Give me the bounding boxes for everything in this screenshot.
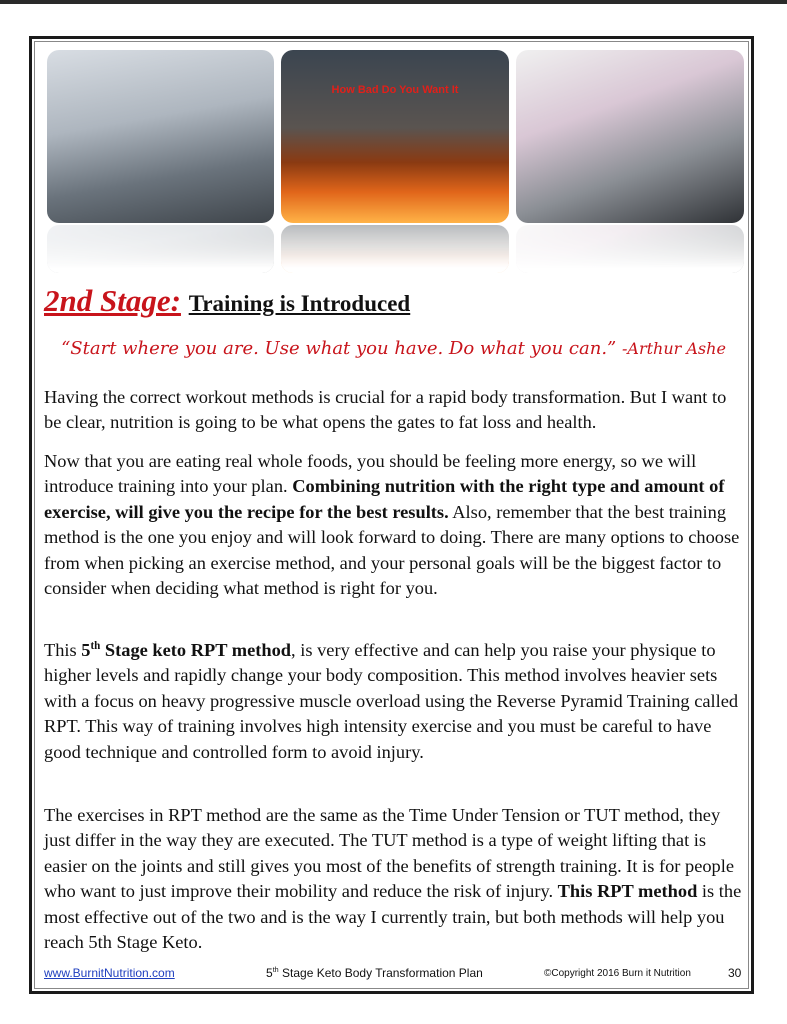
top-rule (0, 0, 787, 4)
stage-label: 2nd Stage: (44, 283, 181, 318)
deadlift-photo (47, 50, 274, 223)
quote-author: -Arthur Ashe (621, 339, 726, 358)
text-run: The exercises in RPT method are the same as the Time Under Tension or TUT method, they just differ in the way they are executed. The TUT method is a type of weight lifting that is easier on the joints and still gives you most of the benefits of strength training. It is for people who want to just improve their mobility and reduce the risk of injury. (44, 805, 735, 902)
text-run: Also, remember that the best training method is the one you enjoy and will look forward to doing. There are many options to choose from when picking an exercise method, and your personal goals will be the biggest factor to consider when deciding what method is right for you. (44, 501, 740, 599)
spin-class-photo (516, 50, 744, 223)
section-heading (44, 283, 410, 319)
paragraph-4 (44, 803, 744, 955)
photo-caption: How Bad Do You Want It (331, 84, 459, 96)
bold-text-run (81, 640, 291, 660)
plan-name: Stage Keto Body Transformation Plan (278, 966, 483, 980)
stage-number: 5 (81, 640, 91, 660)
text-run: This (44, 640, 82, 660)
quote (0, 338, 787, 359)
photo-reflection (516, 225, 744, 273)
method-name: Stage keto RPT method (100, 640, 292, 660)
paragraph-1: Having the correct workout methods is crucial for a rapid body transformation. But I want to be clear, nutrition is going to be what opens the gates to fat loss and health. (44, 387, 727, 433)
footer-plan-title (266, 966, 483, 980)
page-number: 30 (728, 966, 742, 980)
bold-text-run: Combining nutrition with the right type and amount of exercise, will give you the recipe for the best results. (44, 476, 725, 522)
superscript: th (90, 639, 101, 652)
bold-text-run: This RPT method (557, 881, 698, 902)
plank-fire-photo (281, 50, 509, 223)
photo-reflection (281, 225, 509, 273)
superscript: th (272, 965, 279, 974)
paragraph-3 (44, 638, 744, 765)
plan-number: 5 (266, 966, 273, 980)
text-run: is the most effective out of the two and is the way I currently train, but both methods will help you reach 5th Stage Keto. (44, 881, 742, 953)
paragraph-2 (44, 449, 744, 601)
text-run: , is very effective and can help you raise your physique to higher levels and rapidly change your body composition. This method involves heavier sets with a focus on heavy progressive muscle overload using the Reverse Pyramid Training called RPT. This way of training involves high intensity exercise and you must be careful to have good technique and controlled form to avoid injury. (44, 640, 739, 762)
footer-website-link[interactable]: www.BurnitNutrition.com (44, 966, 175, 980)
section-title: Training is Introduced (188, 291, 411, 316)
photo-reflection (47, 225, 274, 273)
footer-copyright: ©Copyright 2016 Burn it Nutrition (544, 968, 691, 979)
text-run: Now that you are eating real whole foods, you should be feeling more energy, so we will introduce training into your plan. (44, 451, 697, 497)
quote-text: “Start where you are. Use what you have. Do what you can.” (61, 338, 617, 359)
